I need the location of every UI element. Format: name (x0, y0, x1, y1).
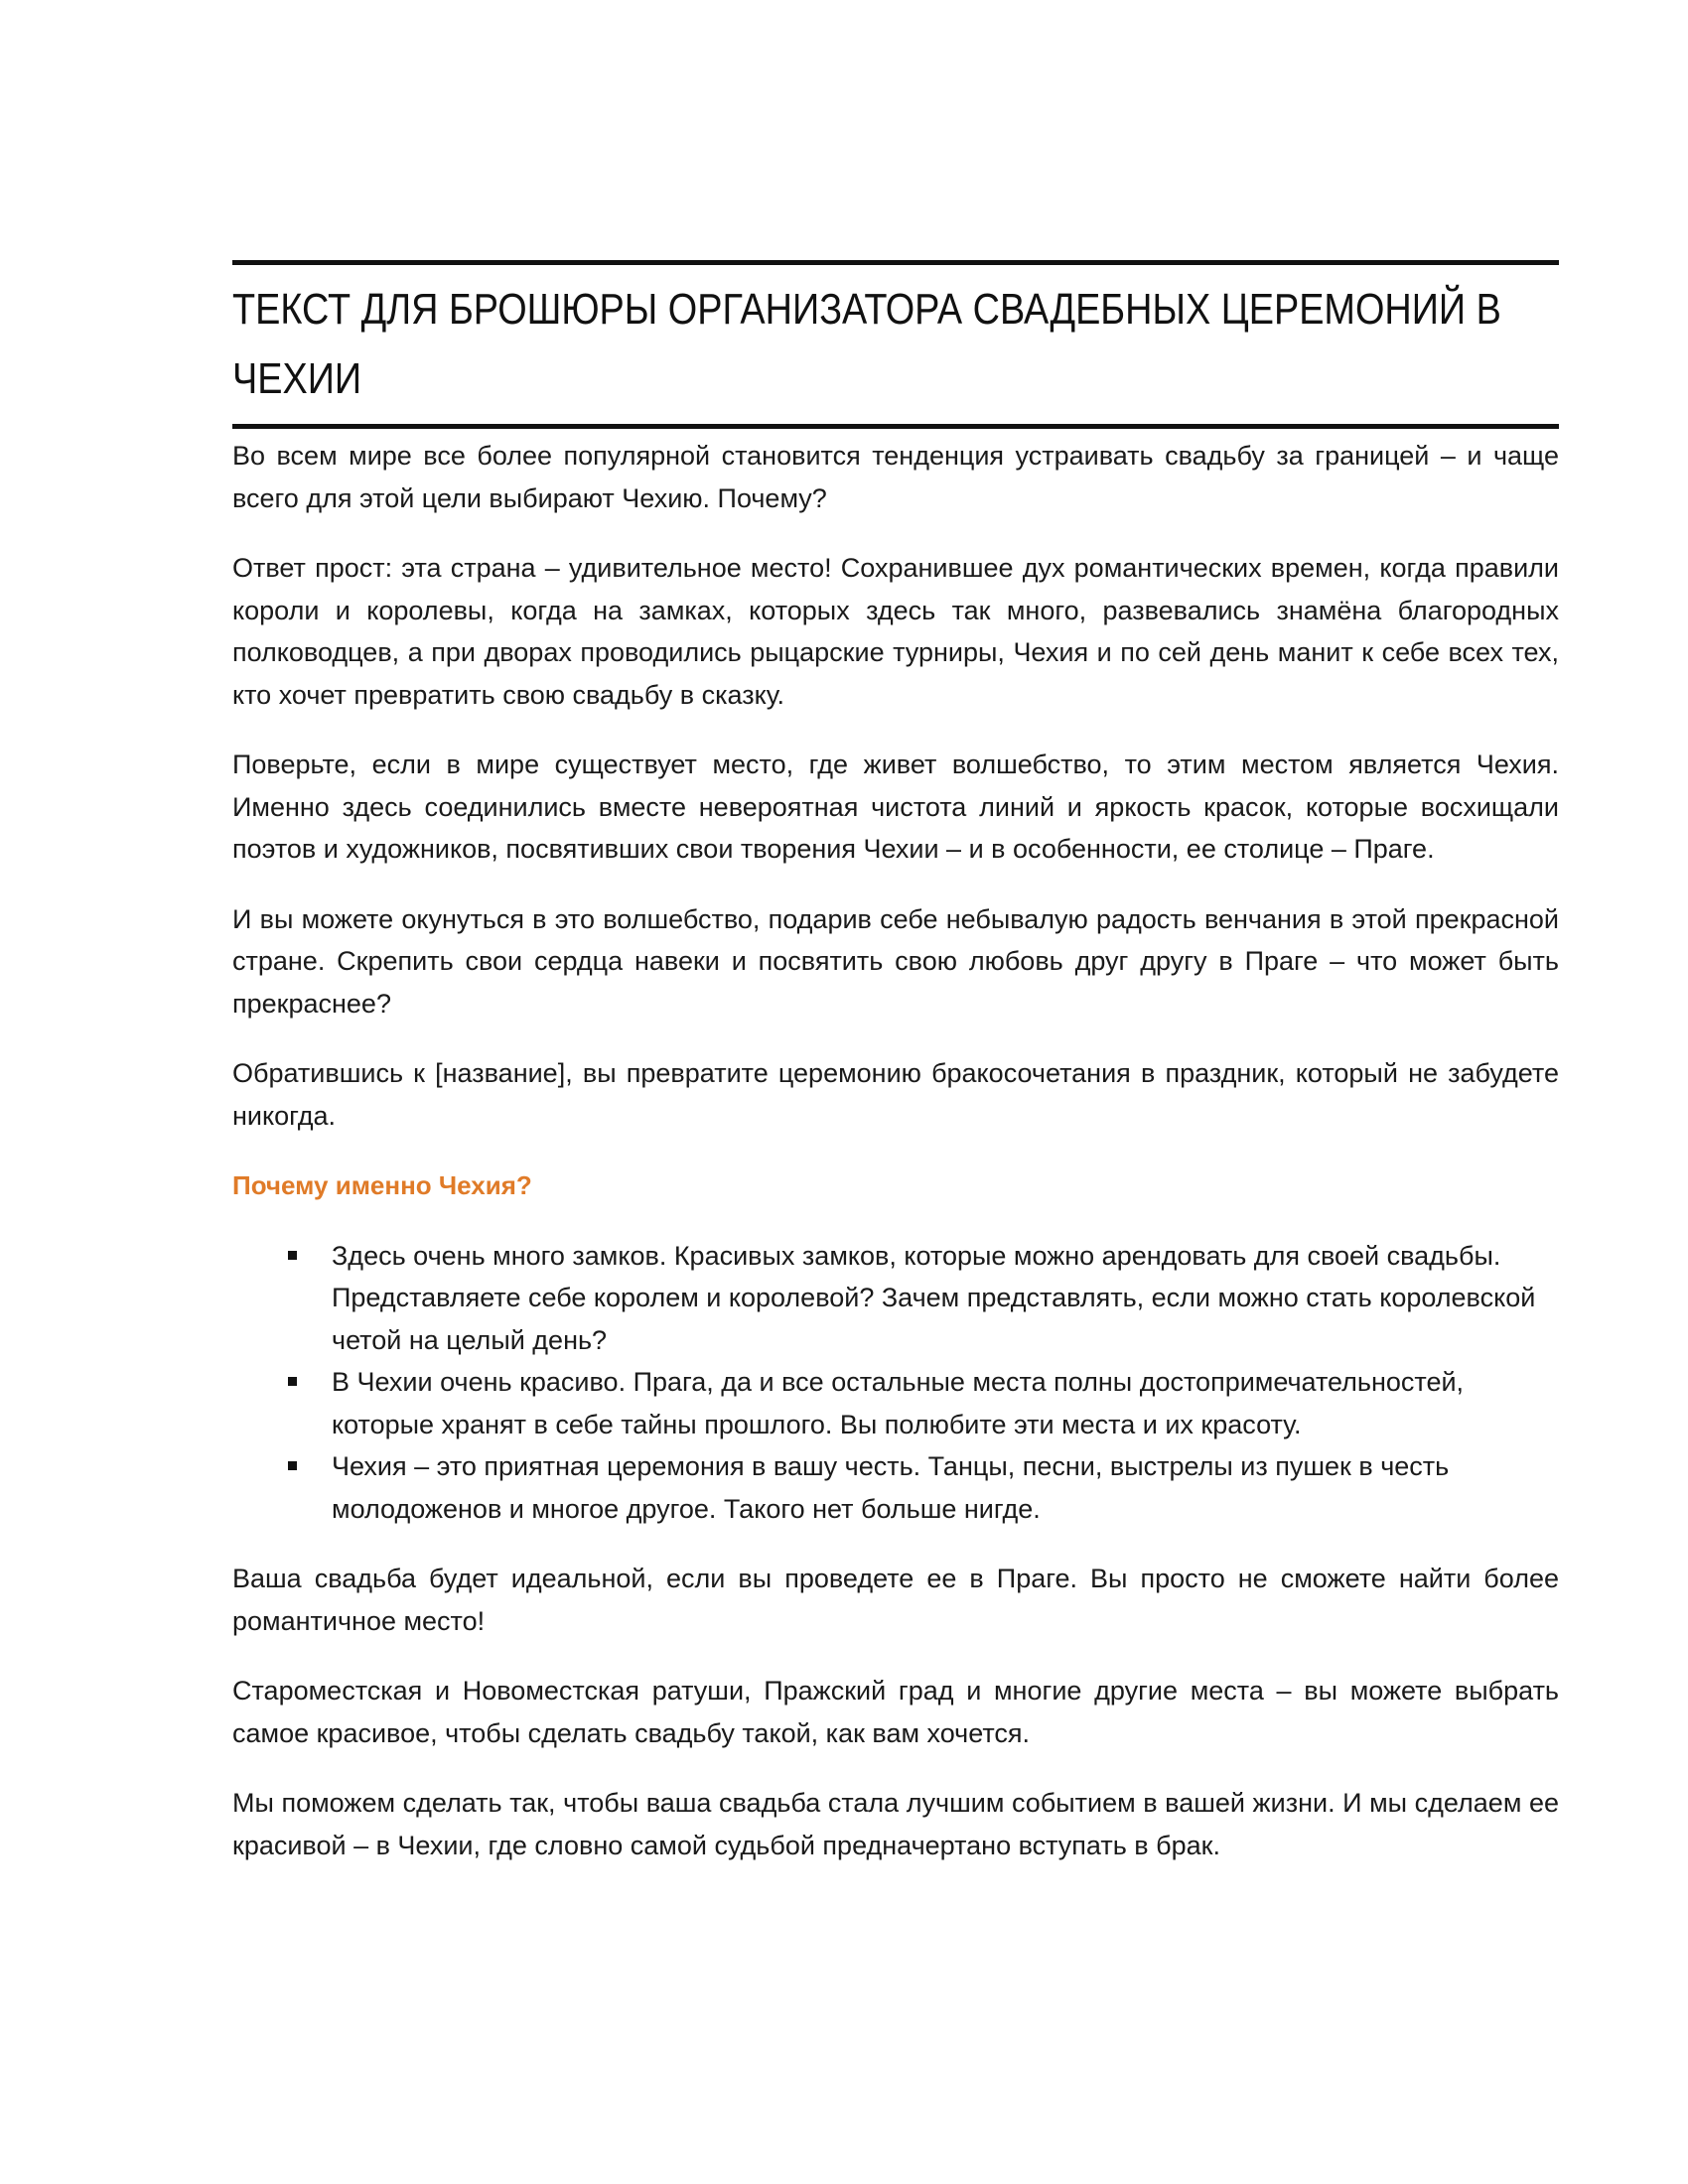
document-body (232, 435, 1559, 1894)
bullet-list (232, 1235, 1559, 1531)
title-block (232, 260, 1559, 429)
bullet-text: Чехия – это приятная церемония в вашу честь. Танцы, песни, выстрелы из пушек в честь молодоженов и многое другое. Такого нет больше нигде. (332, 1451, 1450, 1524)
bullet-text: В Чехии очень красиво. Прага, да и все остальные места полны достопримечательностей, которые хранят в себе тайны прошлого. Вы полюбите эти места и их красоту. (332, 1367, 1465, 1439)
bullet-item (232, 1235, 1559, 1362)
intro-paragraph-2: Ответ прост: эта страна – удивительное место! Сохранившее дух романтических времен, когда правили короли и королевы, когда на замках, которых здесь так много, развевались знамёна благородных полководцев, а при дворах проводились рыцарские турниры, Чехия и по сей день манит к себе всех тех, кто хочет превратить свою свадьбу в сказку. (232, 553, 1559, 710)
document-title: ТЕКСТ ДЛЯ БРОШЮРЫ ОРГАНИЗАТОРА СВАДЕБНЫХ ЦЕРЕМОНИЙ В ЧЕХИИ (232, 285, 1501, 403)
square-bullet-icon (288, 1377, 297, 1386)
outro-paragraph-1: Ваша свадьба будет идеальной, если вы проведете ее в Праге. Вы просто не сможете найти более романтичное место! (232, 1564, 1559, 1636)
outro-paragraph-3: Мы поможем сделать так, чтобы ваша свадьба стала лучшим событием в вашей жизни. И мы сделаем ее красивой – в Чехии, где словно самой судьбой предначертано вступать в брак. (232, 1788, 1559, 1860)
square-bullet-icon (288, 1461, 297, 1470)
intro-paragraph-1: Во всем мире все более популярной становится тенденция устраивать свадьбу за границей – и чаще всего для этой цели выбирают Чехию. Почему? (232, 441, 1559, 513)
section-heading: Почему именно Чехия? (232, 1170, 532, 1200)
intro-paragraph-4: И вы можете окунуться в это волшебство, подарив себе небывалую радость венчания в этой прекрасной стране. Скрепить свои сердца навеки и посвятить свою любовь друг другу в Праге – что может быть прекраснее? (232, 903, 1559, 1019)
square-bullet-icon (288, 1251, 297, 1260)
bullet-item (232, 1361, 1559, 1445)
bullet-text: Здесь очень много замков. Красивых замков, которые можно арендовать для своей свадьбы. Представляете себе королем и королевой? Зачем представлять, если можно стать королевской четой на целый день? (332, 1240, 1536, 1355)
bullet-item (232, 1445, 1559, 1530)
outro-paragraph-2: Староместская и Новоместская ратуши, Пражский град и многие другие места – вы можете выбрать самое красивое, чтобы сделать свадьбу такой, как вам хочется. (232, 1676, 1559, 1748)
intro-paragraph-3: Поверьте, если в мире существует место, где живет волшебство, то этим местом является Чехия. Именно здесь соединились вместе невероятная чистота линий и яркость красок, которые восхищали поэтов и художников, посвятивших свои творения Чехии – и в особенности, ее столице – Праге. (232, 750, 1559, 864)
intro-paragraph-5: Обратившись к [название], вы превратите церемонию бракосочетания в праздник, который не забудете никогда. (232, 1058, 1559, 1131)
